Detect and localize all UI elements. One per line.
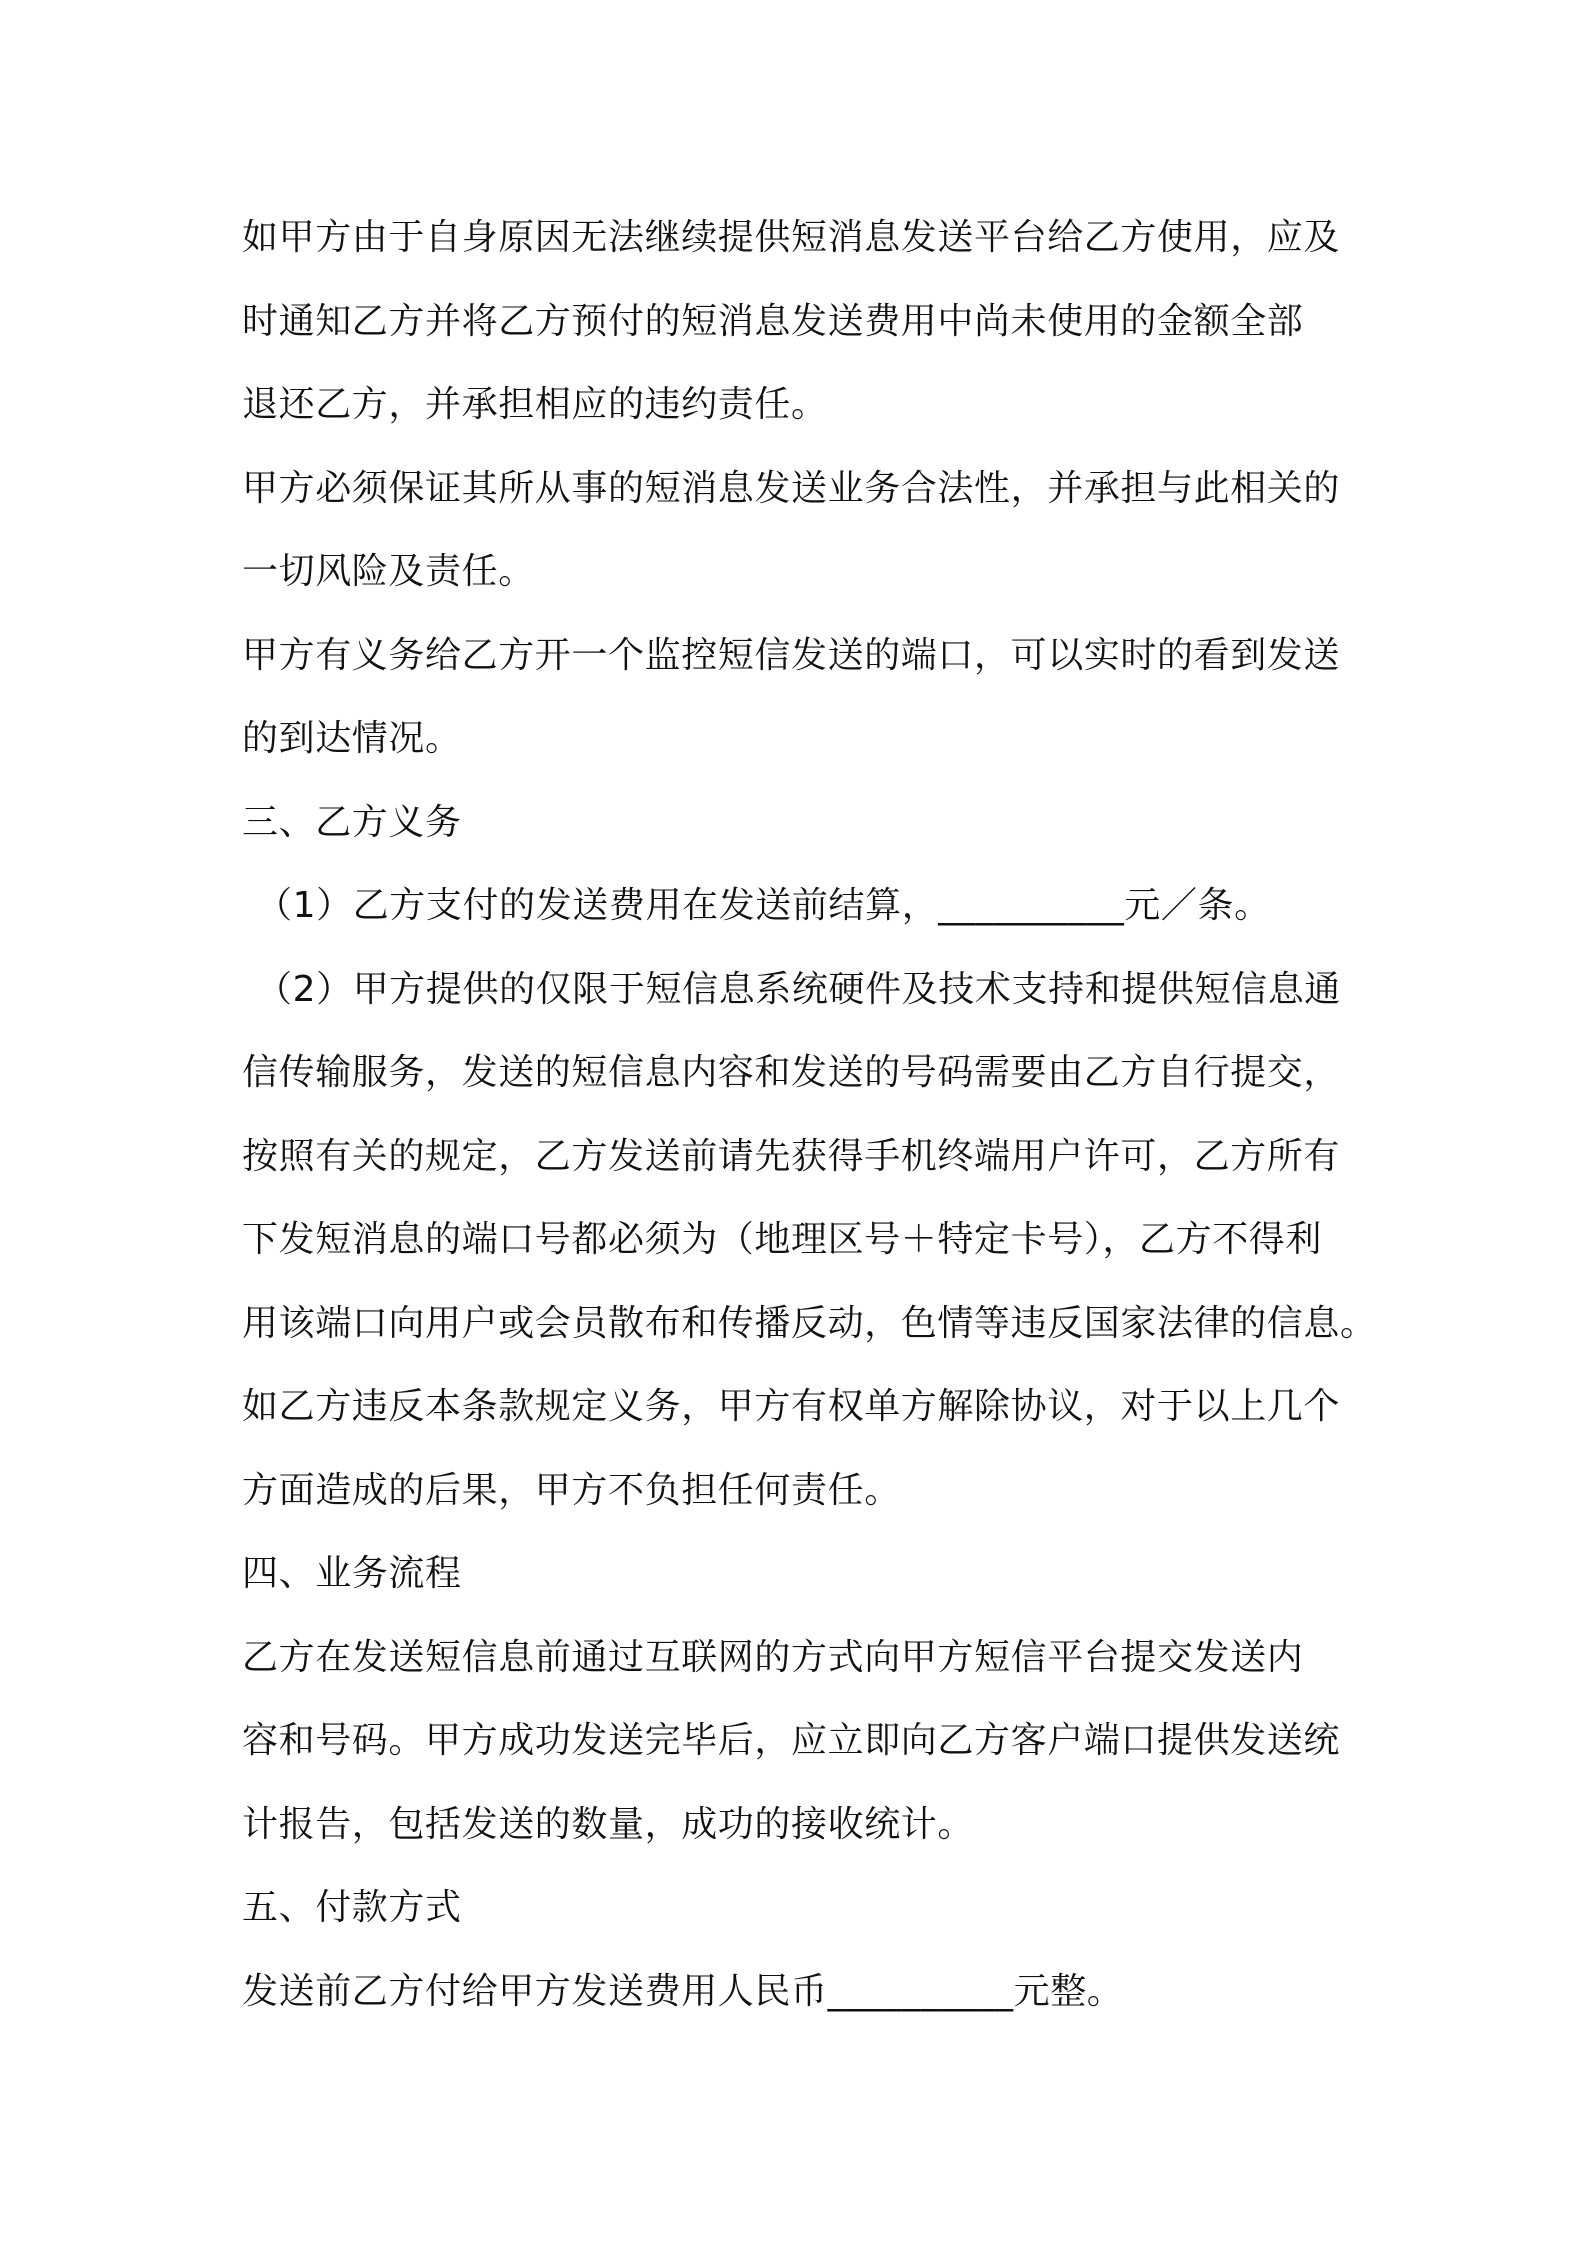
section-heading: 三、乙方义务 xyxy=(242,801,462,843)
paragraph-line: 甲方必须保证其所从事的短消息发送业务合法性，并承担与此相关的 xyxy=(242,467,1341,509)
list-item: （2）甲方提供的仅限于短信息系统硬件及技术支持和提供短信息通 xyxy=(256,968,1341,1010)
paragraph-line: 方面造成的后果，甲方不负担任何责任。 xyxy=(242,1469,901,1511)
section-heading: 四、业务流程 xyxy=(242,1553,462,1594)
paragraph-line: 如乙方违反本条款规定义务，甲方有权单方解除协议，对于以上几个 xyxy=(242,1386,1341,1427)
paragraph-line: 容和号码。甲方成功发送完毕后，应立即向乙方客户端口提供发送统 xyxy=(242,1720,1341,1761)
paragraph-line: 发送前乙方付给甲方发送费用人民币__________元整。 xyxy=(242,1970,1124,2012)
paragraph-line: 信传输服务，发送的短信息内容和发送的号码需要由乙方自行提交， xyxy=(242,1052,1341,1093)
paragraph-line: 退还乙方，并承担相应的违约责任。 xyxy=(242,384,828,425)
paragraph-line: 用该端口向用户或会员散布和传播反动，色情等违反国家法律的信息。 xyxy=(242,1302,1377,1344)
paragraph-line: 下发短消息的端口号都必须为（地理区号＋特定卡号），乙方不得利 xyxy=(242,1219,1323,1260)
paragraph-line: 时通知乙方并将乙方预付的短消息发送费用中尚未使用的金额全部 xyxy=(242,300,1304,342)
paragraph-line: 乙方在发送短信息前通过互联网的方式向甲方短信平台提交发送内 xyxy=(242,1636,1304,1678)
paragraph-line: 如甲方由于自身原因无法继续提供短消息发送平台给乙方使用，应及 xyxy=(242,217,1341,258)
list-item: （1）乙方支付的发送费用在发送前结算，__________元／条。 xyxy=(256,885,1271,926)
paragraph-line: 按照有关的规定，乙方发送前请先获得手机终端用户许可，乙方所有 xyxy=(242,1135,1341,1177)
paragraph-line: 甲方有义务给乙方开一个监控短信发送的端口，可以实时的看到发送 xyxy=(242,634,1341,676)
paragraph-line: 计报告，包括发送的数量，成功的接收统计。 xyxy=(242,1803,975,1845)
paragraph-line: 一切风险及责任。 xyxy=(242,551,535,592)
section-heading: 五、付款方式 xyxy=(242,1887,462,1928)
paragraph-line: 的到达情况。 xyxy=(242,718,462,759)
document-body xyxy=(242,196,1377,2033)
